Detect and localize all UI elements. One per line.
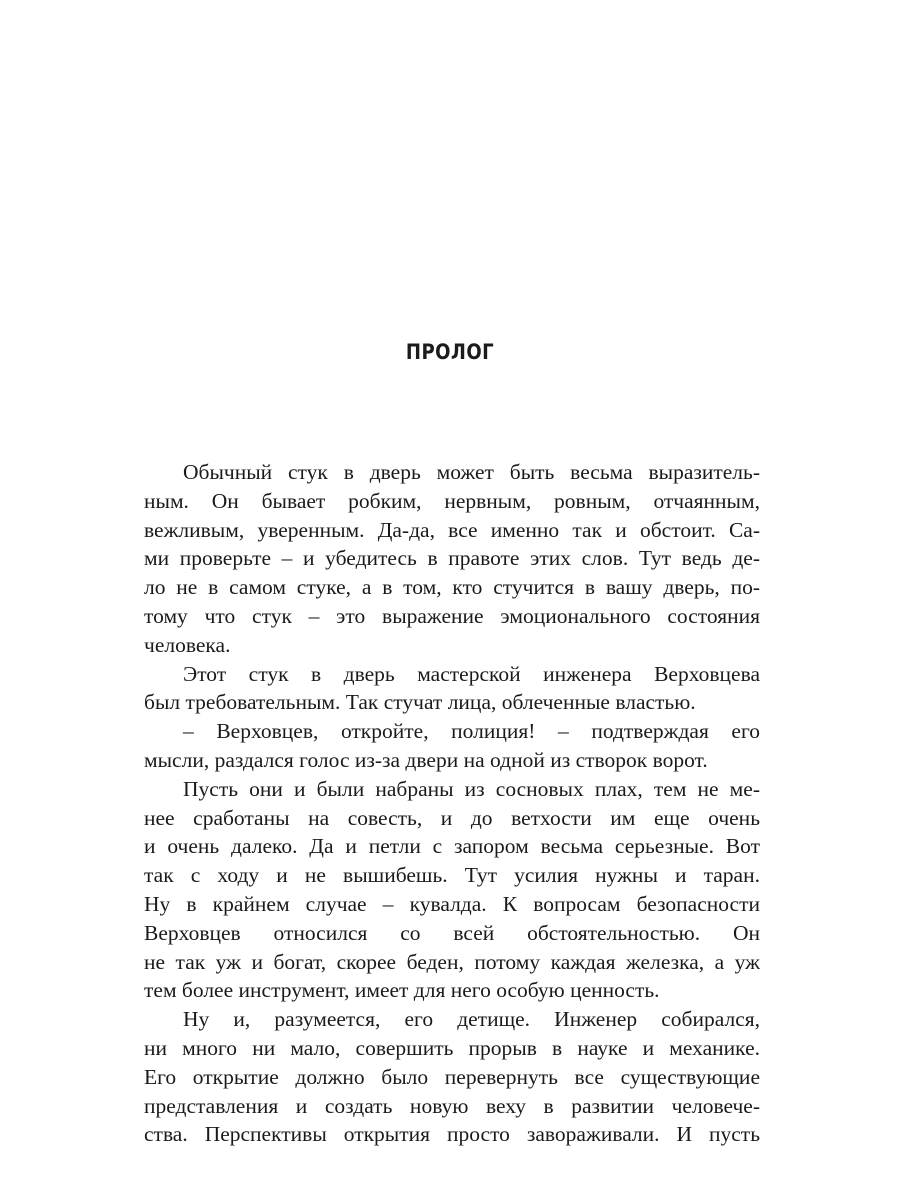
chapter-body — [144, 458, 760, 1149]
text-line: человека. — [144, 632, 231, 657]
text-line: тому что стук – это выражение эмоционального состояния — [144, 603, 760, 628]
text-line: мысли, раздался голос из-за двери на одной из створок ворот. — [144, 747, 708, 772]
text-line: ным. Он бывает робким, нервным, ровным, отчаянным, — [144, 488, 760, 513]
text-line: ни много ни мало, совершить прорыв в науке и механике. — [144, 1035, 760, 1060]
text-line: Этот стук в дверь мастерской инженера Верховцева — [183, 661, 760, 686]
text-line: Пусть они и были набраны из сосновых плах, тем не ме- — [183, 776, 760, 801]
text-line: не так уж и богат, скорее беден, потому каждая железка, а уж — [144, 949, 760, 974]
text-line: ми проверьте – и убедитесь в правоте этих слов. Тут ведь де- — [144, 546, 760, 571]
text-line: так с ходу и не вышибешь. Тут усилия нужны и таран. — [144, 863, 760, 888]
text-line: Его открытие должно было перевернуть все существующие — [144, 1064, 760, 1089]
text-line: – Верховцев, откройте, полиция! – подтверждая его — [183, 719, 760, 744]
text-line: нее сработаны на совесть, и до ветхости им еще очень — [144, 805, 760, 830]
text-line: Ну и, разумеется, его детище. Инженер собирался, — [183, 1007, 760, 1032]
text-line: Ну в крайнем случае – кувалда. К вопросам безопасности — [144, 891, 760, 916]
chapter-title: ПРОЛОГ — [405, 340, 495, 364]
text-line: Обычный стук в дверь может быть весьма выразитель- — [183, 460, 760, 484]
text-line: представления и создать новую веху в развитии человече- — [144, 1093, 760, 1118]
text-line: тем более инструмент, имеет для него особую ценность. — [144, 978, 660, 1003]
text-line: Верховцев относился со всей обстоятельностью. Он — [144, 920, 760, 945]
text-line: ло не в самом стуке, а в том, кто стучится в вашу дверь, по- — [144, 575, 760, 600]
text-line: вежливым, уверенным. Да-да, все именно так и обстоит. Са- — [144, 517, 760, 542]
text-line: был требовательным. Так стучат лица, облеченные властью. — [144, 690, 696, 715]
text-line: ства. Перспективы открытия просто завораживали. И пусть — [144, 1122, 760, 1147]
text-line: и очень далеко. Да и петли с запором весьма серьезные. Вот — [144, 834, 760, 859]
